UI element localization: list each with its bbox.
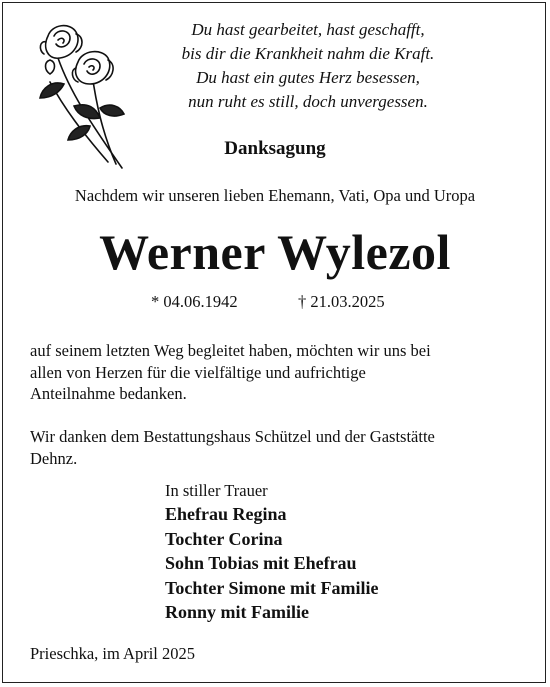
family-member: Ronny mit Familie: [165, 602, 309, 622]
intro-text: Nachdem wir unseren lieben Ehemann, Vati, Opa und Uropa: [74, 186, 476, 205]
thanks-line: allen von Herzen für die vielfältige und aufrichtige: [30, 362, 366, 382]
mourners-block: [165, 480, 378, 625]
thanks-line: Wir danken dem Bestattungshaus Schützel und der Gaststätte: [30, 427, 435, 446]
thanks-paragraph-2: [30, 426, 520, 469]
family-member: Sohn Tobias mit Ehefrau: [165, 553, 357, 573]
poem-line: Du hast ein gutes Herz besessen,: [196, 68, 420, 87]
poem-line: nun ruht es still, doch unvergessen.: [188, 92, 428, 111]
thanks-paragraph: [30, 340, 520, 405]
heading: Danksagung: [224, 138, 326, 159]
birth-date: * 04.06.1942: [151, 292, 238, 311]
family-member: Ehefrau Regina: [165, 504, 287, 524]
death-date: † 21.03.2025: [298, 292, 385, 311]
poem-line: Du hast gearbeitet, hast geschafft,: [191, 20, 425, 39]
poem: [128, 18, 488, 114]
thanks-line: Dehnz.: [30, 448, 78, 468]
thanks-line: Anteilnahme bedanken.: [30, 384, 187, 403]
deceased-name: Werner Wylezol: [99, 224, 451, 280]
poem-line: bis dir die Krankheit nahm die Kraft.: [181, 44, 435, 63]
family-member: Tochter Simone mit Familie: [165, 577, 379, 598]
family-member: Tochter Corina: [165, 528, 283, 549]
thanks-line: auf seinem letzten Weg begleitet haben, möchten wir uns bei: [30, 341, 431, 360]
mourning-label: In stiller Trauer: [165, 481, 268, 500]
place-date: Prieschka, im April 2025: [30, 644, 195, 663]
